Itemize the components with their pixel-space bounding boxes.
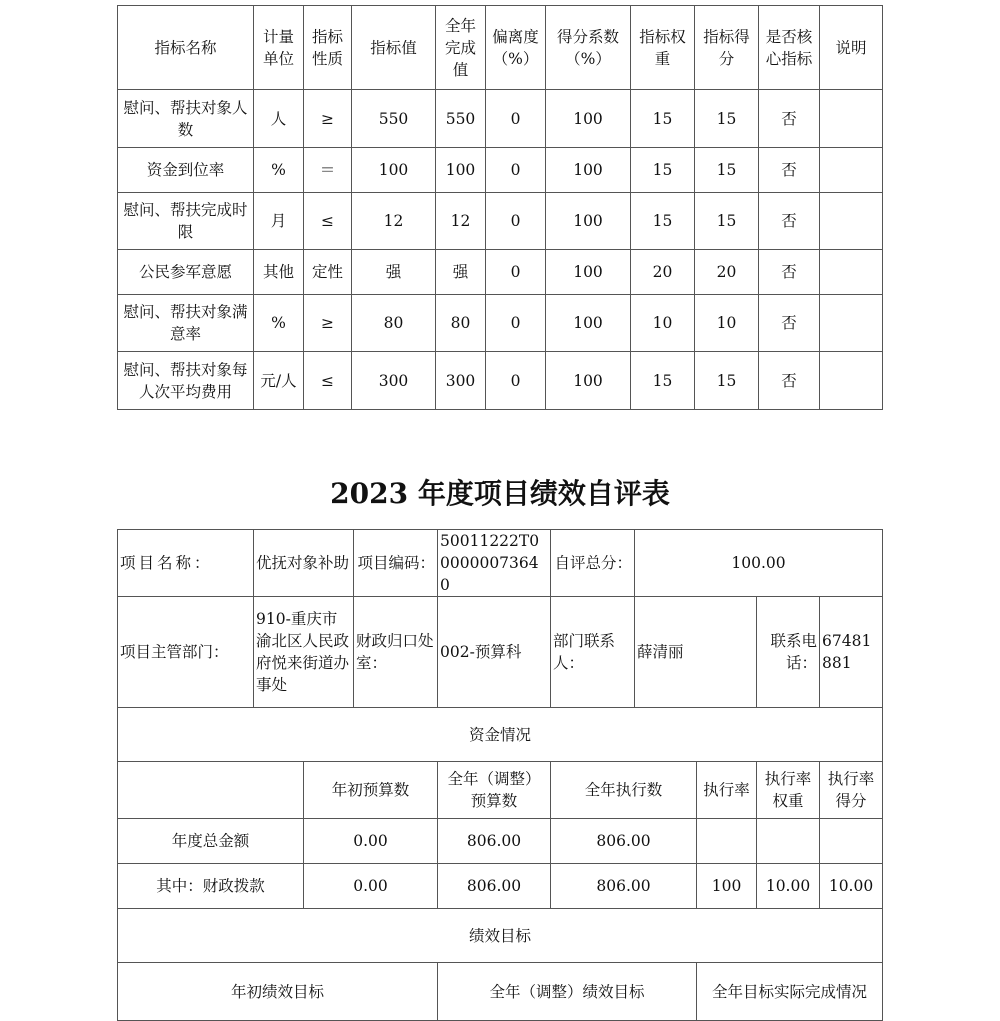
perf-header-row — [118, 963, 883, 1021]
header-cell: 指标权重 — [631, 6, 695, 90]
table-cell: 公民参军意愿 — [118, 250, 254, 295]
perf-section-row — [118, 909, 883, 963]
table-cell: 慰问、帮扶对象满意率 — [118, 295, 254, 352]
table-cell: ≤ — [304, 352, 352, 410]
table-cell: 100 — [546, 193, 631, 250]
table-cell: ＝ — [304, 148, 352, 193]
funds-header-cell: 全年执行数 — [551, 762, 697, 819]
table-row — [118, 250, 883, 295]
table-cell: 0 — [486, 193, 546, 250]
table-cell: 100 — [546, 148, 631, 193]
perf-section-heading: 绩效目标 — [118, 909, 883, 963]
funds-cell — [697, 819, 757, 864]
funds-section-row — [118, 708, 883, 762]
funds-header-cell: 全年（调整）预算数 — [438, 762, 551, 819]
funds-header-cell: 执行率 — [697, 762, 757, 819]
table-cell: 0 — [486, 148, 546, 193]
table-cell: 12 — [436, 193, 486, 250]
department-row — [118, 597, 883, 708]
table-cell: 80 — [436, 295, 486, 352]
table-cell: 否 — [759, 352, 820, 410]
header-cell: 是否核心指标 — [759, 6, 820, 90]
table-cell: 300 — [436, 352, 486, 410]
header-cell: 得分系数（%） — [546, 6, 631, 90]
table-cell — [820, 193, 883, 250]
table-cell: 0 — [486, 90, 546, 148]
table-row — [118, 295, 883, 352]
table-cell: 慰问、帮扶对象人数 — [118, 90, 254, 148]
perf-header-cell: 全年目标实际完成情况 — [697, 963, 883, 1021]
table-cell: 80 — [352, 295, 436, 352]
header-cell: 计量单位 — [254, 6, 304, 90]
funds-header-cell: 执行率权重 — [757, 762, 820, 819]
funds-row-label: 年度总金额 — [118, 819, 304, 864]
table-cell — [820, 250, 883, 295]
table-cell — [820, 148, 883, 193]
table-row — [118, 148, 883, 193]
total-score-value: 100.00 — [635, 530, 883, 597]
table-cell: 慰问、帮扶完成时限 — [118, 193, 254, 250]
table-row — [118, 819, 883, 864]
header-cell: 指标得分 — [695, 6, 759, 90]
table-cell: % — [254, 295, 304, 352]
table-cell: 资金到位率 — [118, 148, 254, 193]
finance-label: 财政归口处室： — [354, 597, 438, 708]
table-cell: 定性 — [304, 250, 352, 295]
table-cell: 否 — [759, 148, 820, 193]
funds-cell: 0.00 — [304, 864, 438, 909]
table-cell: 人 — [254, 90, 304, 148]
project-code-value: 50011222T000000073640 — [438, 530, 551, 597]
table-cell — [820, 352, 883, 410]
table-cell: 15 — [695, 352, 759, 410]
page-title: 2023 年度项目绩效自评表 — [330, 477, 670, 510]
phone-label: 联系电话： — [757, 597, 820, 708]
table-cell: 100 — [546, 90, 631, 148]
table-cell: 12 — [352, 193, 436, 250]
table-cell: 15 — [631, 193, 695, 250]
funds-cell: 806.00 — [551, 864, 697, 909]
funds-cell: 10.00 — [757, 864, 820, 909]
indicator-header-row — [118, 6, 883, 90]
table-cell: 15 — [695, 90, 759, 148]
funds-header-blank — [118, 762, 304, 819]
table-cell: 0 — [486, 250, 546, 295]
self-evaluation-table — [117, 529, 883, 1021]
table-cell: 100 — [546, 295, 631, 352]
table-cell: 否 — [759, 295, 820, 352]
table-cell: 月 — [254, 193, 304, 250]
table-cell: 元/人 — [254, 352, 304, 410]
header-cell: 说明 — [820, 6, 883, 90]
table-cell: % — [254, 148, 304, 193]
table-row — [118, 90, 883, 148]
project-name-label: 项目名称： — [118, 530, 254, 597]
table-row — [118, 193, 883, 250]
project-name-value: 优抚对象补助 — [254, 530, 354, 597]
dept-value: 910-重庆市渝北区人民政府悦来街道办事处 — [254, 597, 354, 708]
table-cell: 否 — [759, 193, 820, 250]
header-cell: 指标名称 — [118, 6, 254, 90]
header-cell: 指标性质 — [304, 6, 352, 90]
contact-value: 薛清丽 — [635, 597, 757, 708]
table-cell: 15 — [631, 90, 695, 148]
perf-header-cell: 全年（调整）绩效目标 — [438, 963, 697, 1021]
header-cell: 指标值 — [352, 6, 436, 90]
funds-section-heading: 资金情况 — [118, 708, 883, 762]
table-cell: 15 — [695, 148, 759, 193]
table-cell: 15 — [631, 352, 695, 410]
funds-header-cell: 执行率得分 — [820, 762, 883, 819]
table-cell: 否 — [759, 90, 820, 148]
table-cell: 100 — [546, 352, 631, 410]
funds-header-row — [118, 762, 883, 819]
project-code-label: 项目编码： — [354, 530, 438, 597]
funds-cell: 806.00 — [438, 864, 551, 909]
funds-cell — [820, 819, 883, 864]
table-cell: ≤ — [304, 193, 352, 250]
header-cell: 全年完成值 — [436, 6, 486, 90]
table-cell — [820, 90, 883, 148]
phone-value: 67481881 — [820, 597, 883, 708]
funds-cell — [757, 819, 820, 864]
table-cell: 550 — [352, 90, 436, 148]
table-cell: 100 — [436, 148, 486, 193]
perf-header-cell: 年初绩效目标 — [118, 963, 438, 1021]
table-cell: 0 — [486, 295, 546, 352]
dept-label: 项目主管部门： — [118, 597, 254, 708]
finance-value: 002-预算科 — [438, 597, 551, 708]
indicator-table — [117, 5, 883, 410]
table-cell: 20 — [695, 250, 759, 295]
table-cell: 慰问、帮扶对象每人次平均费用 — [118, 352, 254, 410]
table-cell: 100 — [352, 148, 436, 193]
table-cell: 20 — [631, 250, 695, 295]
funds-cell: 10.00 — [820, 864, 883, 909]
table-cell: ≥ — [304, 295, 352, 352]
funds-row-label: 其中：财政拨款 — [118, 864, 304, 909]
table-cell — [820, 295, 883, 352]
table-row — [118, 864, 883, 909]
contact-label: 部门联系人： — [551, 597, 635, 708]
table-cell: 否 — [759, 250, 820, 295]
table-cell: ≥ — [304, 90, 352, 148]
funds-cell: 806.00 — [551, 819, 697, 864]
project-name-row — [118, 530, 883, 597]
header-cell: 偏离度（%） — [486, 6, 546, 90]
table-cell: 强 — [436, 250, 486, 295]
funds-cell: 0.00 — [304, 819, 438, 864]
table-cell: 强 — [352, 250, 436, 295]
funds-cell: 100 — [697, 864, 757, 909]
table-cell: 10 — [631, 295, 695, 352]
table-cell: 0 — [486, 352, 546, 410]
funds-cell: 806.00 — [438, 819, 551, 864]
total-score-label: 自评总分： — [551, 530, 635, 597]
table-cell: 15 — [631, 148, 695, 193]
table-cell: 其他 — [254, 250, 304, 295]
table-row — [118, 352, 883, 410]
table-cell: 15 — [695, 193, 759, 250]
table-cell: 300 — [352, 352, 436, 410]
table-cell: 550 — [436, 90, 486, 148]
funds-header-cell: 年初预算数 — [304, 762, 438, 819]
table-cell: 100 — [546, 250, 631, 295]
table-cell: 10 — [695, 295, 759, 352]
